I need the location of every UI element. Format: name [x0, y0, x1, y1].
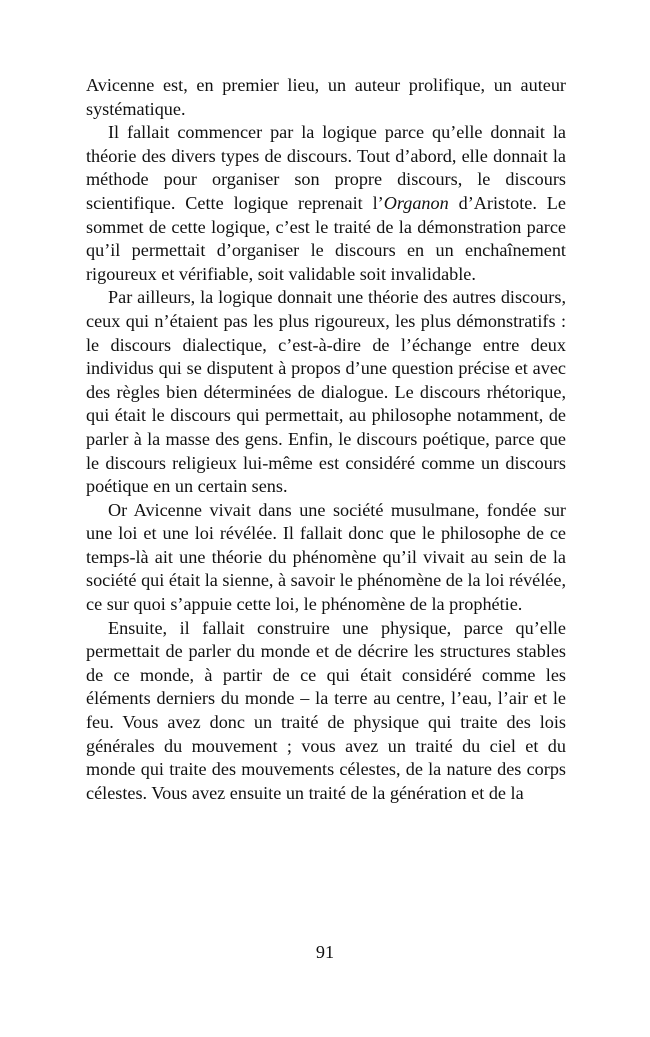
- organon-title: Organon: [383, 192, 449, 213]
- paragraph-1: Avicenne est, en premier lieu, un auteur prolifique, un auteur systématique.: [86, 75, 566, 119]
- paragraph-2: [86, 121, 566, 286]
- paragraph-3: Par ailleurs, la logique donnait une théorie des autres discours, ceux qui n’étaient pas les plus rigoureux, les plus démonstratifs : le discours dialectique, c’est-à-dire de l’échange entre deux individus qui se disputent à propos d’une question précise et avec des règles bien déterminées de dialogue. Le discours rhétorique, qui était le discours qui permettait, au philosophe notamment, de parler à la masse des gens. Enfin, le discours poétique, parce que le discours religieux lui-même est considéré comme un discours poétique en un certain sens.: [86, 287, 566, 497]
- paragraph-2-part-2: d’Aristote. Le sommet de cette logique, c’est le traité de la démonstration parce qu’il permettait d’organiser le discours en un enchaînement rigoureux et vérifiable, soit validable soit invalidable.: [86, 192, 566, 284]
- paragraph-2-part-1: Il fallait commencer par la logique parce qu’elle donnait la théorie des divers types de discours. Tout d’abord, elle donnait la méthode pour organiser son propre discours, le discours scientifique. Cette logique reprenait l’: [86, 122, 566, 213]
- body-text: [86, 74, 566, 805]
- page-number: 91: [315, 942, 335, 962]
- paragraph-4: Or Avicenne vivait dans une société musulmane, fondée sur une loi et une loi révélée. Il fallait donc que le philosophe de ce temps-là ait une théorie du phénomène qu’il vivait au sein de la société qui était la sienne, à savoir le phénomène de la loi révélée, ce sur quoi s’appuie cette loi, le phénomène de la prophétie.: [86, 499, 566, 615]
- paragraph-5: Ensuite, il fallait construire une physique, parce qu’elle permettait de parler du monde et de décrire les structures stables de ce monde, à partir de ce qui était considéré comme les éléments derniers du monde – la terre au centre, l’eau, l’air et le feu. Vous avez donc un traité de physique qui traite des lois générales du mouvement ; vous avez un traité du ciel et du monde qui traite des mouvements célestes, de la nature des corps célestes. Vous avez ensuite un traité de la génération et de la: [86, 617, 566, 803]
